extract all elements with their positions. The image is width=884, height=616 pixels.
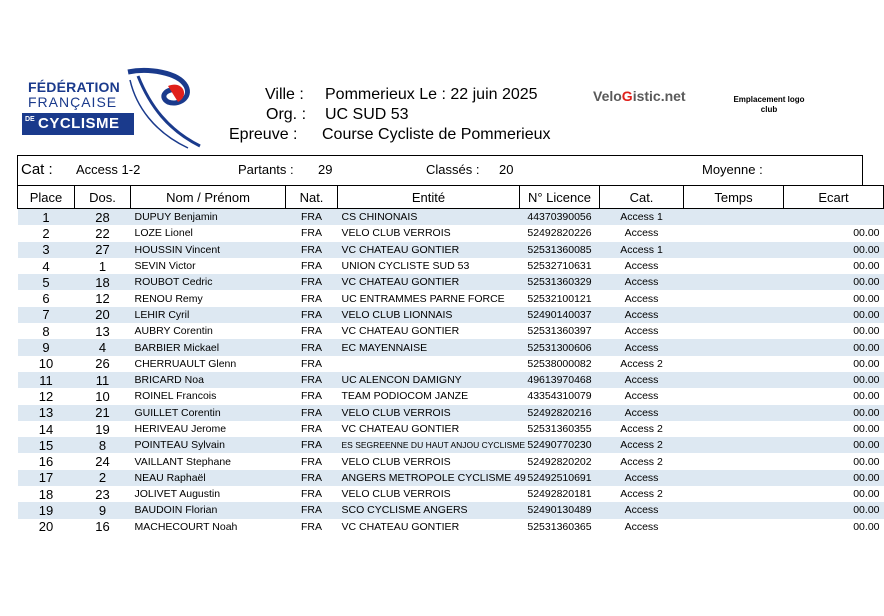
cell-cat: Access bbox=[600, 274, 684, 290]
cell-place: 18 bbox=[38, 486, 54, 502]
table-row bbox=[18, 519, 884, 535]
cell-place: 8 bbox=[42, 323, 50, 339]
cell-nom: LEHIR Cyril bbox=[131, 307, 286, 323]
table-row bbox=[18, 421, 884, 437]
cell-cat: Access 2 bbox=[620, 488, 663, 501]
cell-temps bbox=[684, 323, 784, 339]
cell-nom: BRICARD Noa bbox=[131, 372, 286, 388]
cell-nom: MACHECOURT Noah bbox=[134, 520, 238, 533]
cell-place: 17 bbox=[18, 470, 75, 486]
cell-licence: 52492820181 bbox=[527, 488, 592, 501]
cell-ecart: 00.00 bbox=[784, 307, 884, 323]
cell-place: 15 bbox=[18, 437, 75, 453]
cell-nom: ROUBOT Cedric bbox=[131, 274, 286, 290]
cell-temps bbox=[684, 307, 784, 323]
cell-nat: FRA bbox=[301, 423, 322, 435]
cell-ecart: 00.00 bbox=[784, 437, 884, 453]
cell-licence: 43354310079 bbox=[527, 390, 592, 403]
cell-licence: 52531360329 bbox=[520, 274, 600, 290]
cell-cat: Access bbox=[600, 307, 684, 323]
cell-nat: FRA bbox=[301, 292, 322, 305]
cell-nom: BARBIER Mickael bbox=[131, 339, 286, 355]
cell-temps bbox=[684, 356, 784, 372]
cell-cat: Access bbox=[600, 502, 684, 518]
cell-licence: 44370390056 bbox=[520, 209, 600, 226]
cell-temps bbox=[684, 274, 784, 290]
cell-ecart: 00.00 bbox=[784, 372, 884, 388]
cell-dos: 28 bbox=[75, 209, 131, 226]
cell-entite: EC MAYENNAISE bbox=[338, 339, 520, 355]
cell-nat: FRA bbox=[286, 437, 338, 453]
cell-dos: 16 bbox=[95, 519, 110, 535]
cell-dos: 13 bbox=[95, 323, 110, 339]
cell-place: 12 bbox=[38, 388, 54, 404]
table-row bbox=[18, 437, 884, 453]
cell-nat: FRA bbox=[286, 339, 338, 355]
cell-dos: 1 bbox=[98, 258, 107, 274]
col-licence: N° Licence bbox=[520, 186, 600, 209]
table-row bbox=[18, 258, 884, 274]
cell-nat: FRA bbox=[286, 502, 338, 518]
cat-value: Access 1-2 bbox=[76, 162, 141, 177]
cell-cat: Access bbox=[624, 390, 659, 403]
cell-ecart: 00.00 bbox=[784, 502, 884, 518]
cell-dos: 24 bbox=[95, 454, 110, 470]
cell-licence: 52531360397 bbox=[527, 325, 592, 338]
table-row bbox=[18, 242, 884, 258]
cell-dos: 26 bbox=[95, 356, 110, 372]
cell-entite: VC CHATEAU GONTIER bbox=[341, 423, 460, 435]
cell-place: 20 bbox=[38, 519, 54, 535]
cell-entite: VC CHATEAU GONTIER bbox=[338, 274, 520, 290]
cell-place: 6 bbox=[42, 291, 50, 307]
cell-licence: 52532710631 bbox=[527, 260, 592, 273]
cell-entite: VELO CLUB VERROIS bbox=[341, 227, 451, 240]
cell-nat: FRA bbox=[301, 488, 322, 501]
cell-dos: 12 bbox=[95, 291, 110, 307]
table-row bbox=[18, 225, 884, 241]
cell-licence: 49613970468 bbox=[520, 372, 600, 388]
partants-label: Partants : bbox=[238, 162, 294, 177]
classes-value: 20 bbox=[499, 162, 514, 177]
cell-dos: 21 bbox=[75, 405, 131, 421]
cell-ecart: 00.00 bbox=[853, 520, 880, 533]
category-bar bbox=[17, 155, 863, 186]
cell-nat: FRA bbox=[301, 390, 322, 403]
cell-ecart: 00.00 bbox=[784, 339, 884, 355]
table-row bbox=[18, 502, 884, 518]
cell-entite: TEAM PODIOCOM JANZE bbox=[341, 390, 469, 403]
cell-nom: DUPUY Benjamin bbox=[131, 209, 286, 226]
ffc-logo bbox=[18, 66, 208, 152]
cell-temps bbox=[684, 405, 784, 421]
cell-dos: 9 bbox=[75, 502, 131, 518]
cell-ecart: 00.00 bbox=[853, 260, 880, 273]
cell-dos: 10 bbox=[95, 388, 110, 404]
ville-label: Ville : bbox=[265, 86, 304, 103]
cell-place: 14 bbox=[38, 421, 54, 437]
col-cat: Cat. bbox=[600, 186, 684, 209]
cell-cat: Access 1 bbox=[600, 209, 684, 226]
cell-entite: SCO CYCLISME ANGERS bbox=[338, 502, 520, 518]
cell-dos: 27 bbox=[75, 242, 131, 258]
cell-temps bbox=[684, 290, 784, 306]
cell-temps bbox=[684, 519, 784, 535]
cell-ecart: 00.00 bbox=[784, 242, 884, 258]
cell-ecart: 00.00 bbox=[853, 488, 880, 501]
cell-nat: FRA bbox=[286, 470, 338, 486]
classes-label: Classés : bbox=[426, 162, 480, 177]
cell-nat: FRA bbox=[286, 307, 338, 323]
cell-licence: 52531360085 bbox=[520, 242, 600, 258]
cell-entite bbox=[338, 356, 520, 372]
cell-licence: 52492510691 bbox=[520, 470, 600, 486]
cell-entite: UC ALENCON DAMIGNY bbox=[338, 372, 520, 388]
velogistic-logo: VeloGistic.net bbox=[593, 88, 686, 104]
cell-temps bbox=[684, 339, 784, 355]
ville-value: Pommerieux Le : 22 juin 2025 bbox=[325, 86, 538, 103]
table-row bbox=[18, 339, 884, 355]
cell-temps bbox=[684, 242, 784, 258]
cell-cat: Access bbox=[600, 339, 684, 355]
table-row bbox=[18, 307, 884, 323]
cell-dos: 20 bbox=[75, 307, 131, 323]
cell-cat: Access 2 bbox=[620, 357, 663, 370]
table-row bbox=[18, 290, 884, 306]
cell-nat: FRA bbox=[301, 520, 322, 533]
cell-place: 11 bbox=[18, 372, 75, 388]
cell-nom: VAILLANT Stephane bbox=[134, 455, 232, 468]
cell-nat: FRA bbox=[286, 274, 338, 290]
col-nat: Nat. bbox=[286, 186, 338, 209]
cell-entite: VELO CLUB VERROIS bbox=[341, 455, 451, 468]
cell-ecart: 00.00 bbox=[853, 227, 880, 240]
cell-dos: 2 bbox=[75, 470, 131, 486]
cell-ecart: 00.00 bbox=[853, 390, 880, 403]
col-entite: Entité bbox=[338, 186, 520, 209]
cell-cat: Access bbox=[624, 325, 659, 338]
cell-dos: 18 bbox=[75, 274, 131, 290]
cell-licence: 52492820226 bbox=[527, 227, 592, 240]
cell-nom: NEAU Raphaël bbox=[131, 470, 286, 486]
cell-ecart: 00.00 bbox=[853, 423, 880, 435]
cell-ecart: 00.00 bbox=[853, 455, 880, 468]
cell-dos: 4 bbox=[75, 339, 131, 355]
cell-cat: Access 2 bbox=[620, 455, 663, 468]
table-row bbox=[18, 453, 884, 469]
table-row bbox=[18, 486, 884, 502]
cell-nom: HOUSSIN Vincent bbox=[131, 242, 286, 258]
cell-licence: 52531360365 bbox=[527, 520, 592, 533]
table-row bbox=[18, 470, 884, 486]
cell-cat: Access bbox=[624, 260, 659, 273]
cell-licence: 52538000082 bbox=[527, 357, 592, 370]
cell-place: 9 bbox=[18, 339, 75, 355]
cell-nat: FRA bbox=[286, 209, 338, 226]
epreuve-label: Epreuve : bbox=[229, 126, 298, 143]
cell-place: 19 bbox=[18, 502, 75, 518]
cell-entite: VC CHATEAU GONTIER bbox=[341, 520, 460, 533]
col-nom: Nom / Prénom bbox=[131, 186, 286, 209]
cell-entite: VELO CLUB VERROIS bbox=[341, 488, 451, 501]
cell-nom: AUBRY Corentin bbox=[134, 325, 213, 338]
cell-licence: 52492820202 bbox=[527, 455, 592, 468]
cell-entite: VELO CLUB VERROIS bbox=[338, 405, 520, 421]
cell-ecart bbox=[784, 209, 884, 226]
cell-place: 4 bbox=[42, 258, 50, 274]
logo-de: DE bbox=[25, 116, 35, 123]
cell-nat: FRA bbox=[301, 227, 322, 240]
cell-nat: FRA bbox=[301, 357, 322, 370]
cell-temps bbox=[684, 372, 784, 388]
cell-nat: FRA bbox=[286, 242, 338, 258]
cell-nat: FRA bbox=[301, 455, 322, 468]
cell-cat: Access bbox=[624, 520, 659, 533]
cell-place: 3 bbox=[18, 242, 75, 258]
table-row bbox=[18, 323, 884, 339]
cell-nom: BAUDOIN Florian bbox=[131, 502, 286, 518]
cell-dos: 8 bbox=[75, 437, 131, 453]
cell-place: 13 bbox=[18, 405, 75, 421]
moyenne-label: Moyenne : bbox=[702, 162, 763, 177]
cell-nat: FRA bbox=[301, 325, 322, 338]
table-row bbox=[18, 372, 884, 388]
cell-entite: UC ENTRAMMES PARNE FORCE bbox=[341, 292, 505, 305]
cell-nat: FRA bbox=[301, 260, 322, 273]
cell-nom: LOZE Lionel bbox=[134, 227, 193, 240]
cell-temps bbox=[684, 502, 784, 518]
cell-place: 5 bbox=[18, 274, 75, 290]
cell-temps bbox=[684, 225, 784, 241]
cell-nom: POINTEAU Sylvain bbox=[131, 437, 286, 453]
col-temps: Temps bbox=[684, 186, 784, 209]
cell-ecart: 00.00 bbox=[853, 357, 880, 370]
results-table bbox=[17, 185, 884, 535]
table-row bbox=[18, 209, 884, 226]
cell-dos: 22 bbox=[95, 225, 110, 241]
cell-entite: CS CHINONAIS bbox=[338, 209, 520, 226]
cell-nom: ROINEL Francois bbox=[134, 390, 217, 403]
cell-temps bbox=[684, 421, 784, 437]
cell-place: 2 bbox=[42, 225, 50, 241]
cell-entite: ES SEGREENNE DU HAUT ANJOU CYCLISME bbox=[338, 437, 520, 453]
cell-licence: 52490130489 bbox=[520, 502, 600, 518]
table-row bbox=[18, 274, 884, 290]
cell-dos: 11 bbox=[75, 372, 131, 388]
table-row bbox=[18, 388, 884, 404]
cell-ecart: 00.00 bbox=[784, 274, 884, 290]
col-ecart: Ecart bbox=[784, 186, 884, 209]
cell-place: 10 bbox=[38, 356, 54, 372]
cell-nom: CHERRUAULT Glenn bbox=[134, 357, 237, 370]
emplacement-logo-club: Emplacement logo club bbox=[733, 95, 805, 114]
cell-entite: VC CHATEAU GONTIER bbox=[338, 242, 520, 258]
cell-nom: SEVIN Victor bbox=[134, 260, 196, 273]
table-row bbox=[18, 356, 884, 372]
cell-nom: RENOU Remy bbox=[134, 292, 203, 305]
cell-cat: Access bbox=[600, 470, 684, 486]
cell-cat: Access 2 bbox=[600, 437, 684, 453]
cell-entite: UNION CYCLISTE SUD 53 bbox=[341, 260, 470, 273]
cell-entite: VELO CLUB LIONNAIS bbox=[338, 307, 520, 323]
cell-place: 16 bbox=[38, 454, 54, 470]
cell-cat: Access 2 bbox=[620, 423, 663, 435]
cell-entite: VC CHATEAU GONTIER bbox=[341, 325, 460, 338]
table-header-row bbox=[18, 186, 884, 209]
cell-ecart: 00.00 bbox=[853, 325, 880, 338]
cell-nat: FRA bbox=[286, 372, 338, 388]
logo-line3: CYCLISME bbox=[38, 115, 120, 132]
partants-value: 29 bbox=[318, 162, 333, 177]
cell-temps bbox=[684, 388, 784, 404]
cell-licence: 52490770230 bbox=[520, 437, 600, 453]
cell-cat: Access bbox=[624, 227, 659, 240]
cell-licence: 52532100121 bbox=[527, 292, 592, 305]
cell-temps bbox=[684, 453, 784, 469]
cell-temps bbox=[684, 437, 784, 453]
epreuve-value: Course Cycliste de Pommerieux bbox=[322, 126, 551, 143]
cell-dos: 23 bbox=[95, 486, 110, 502]
cell-nom: HERIVEAU Jerome bbox=[134, 423, 227, 435]
col-place: Place bbox=[18, 186, 75, 209]
org-label: Org. : bbox=[266, 106, 307, 123]
cell-place: 7 bbox=[18, 307, 75, 323]
logo-line1: FÉDÉRATION bbox=[28, 79, 120, 95]
cell-dos: 19 bbox=[95, 421, 110, 437]
cell-licence: 52490140037 bbox=[520, 307, 600, 323]
cell-temps bbox=[684, 209, 784, 226]
cell-cat: Access 1 bbox=[600, 242, 684, 258]
cat-label: Cat : bbox=[21, 161, 53, 178]
cell-temps bbox=[684, 470, 784, 486]
cell-ecart: 00.00 bbox=[784, 405, 884, 421]
cell-temps bbox=[684, 486, 784, 502]
cell-temps bbox=[684, 258, 784, 274]
cell-ecart: 00.00 bbox=[853, 292, 880, 305]
cell-licence: 52492820216 bbox=[520, 405, 600, 421]
cell-nom: GUILLET Corentin bbox=[131, 405, 286, 421]
cell-cat: Access bbox=[600, 372, 684, 388]
cell-place: 1 bbox=[18, 209, 75, 226]
cell-cat: Access bbox=[624, 292, 659, 305]
cell-licence: 52531360355 bbox=[527, 423, 592, 435]
logo-line2: FRANÇAISE bbox=[28, 94, 118, 110]
cell-entite: ANGERS METROPOLE CYCLISME 49 bbox=[338, 470, 520, 486]
cell-ecart: 00.00 bbox=[784, 470, 884, 486]
cell-licence: 52531300606 bbox=[520, 339, 600, 355]
cell-nom: JOLIVET Augustin bbox=[134, 488, 221, 501]
cell-nat: FRA bbox=[286, 405, 338, 421]
col-dos: Dos. bbox=[75, 186, 131, 209]
org-value: UC SUD 53 bbox=[325, 106, 409, 123]
cell-cat: Access bbox=[600, 405, 684, 421]
table-row bbox=[18, 405, 884, 421]
